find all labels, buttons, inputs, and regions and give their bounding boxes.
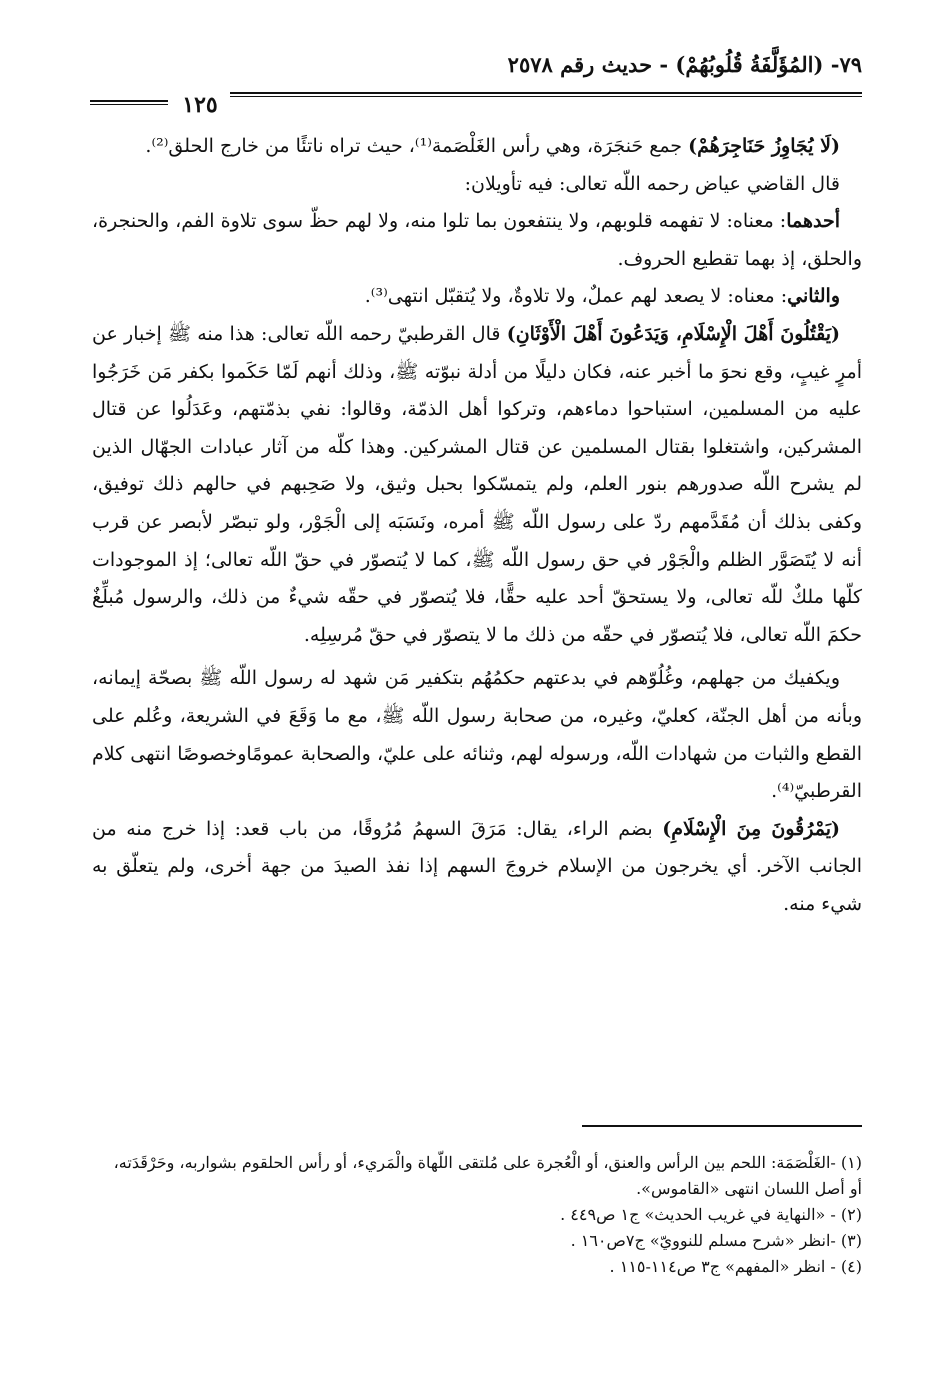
footnote-rule	[582, 1125, 862, 1127]
paragraph-5-text: قال القرطبيّ رحمه اللّه تعالى: هذا منه ﷺ إخبار عن أمرٍ غيبٍ، وقع نحوَ ما أخبر عنه، فكان دليلًا من أدلة نبوّته ﷺ، وذلك أنهم لَمّا حَكَموا بكفر مَن خَرَجُوا عليه من المسلمين، استباحوا دماءهم، وتركوا أهل الذمّة، وقالوا: نفي بذمّتهم، وعَدَلُوا عن قتال المشركين، واشتغلوا بقتال المسلمين عن قتال المشركين. وهذا كلّه من آثار عبادات الجهّال الذين لم يشرح اللّه صدورهم بنور العلم، ولم يتمسّكوا بحبل وثيق، ولا صَحِبهم في حالهم ذلك توفيق، وكفى بذلك أن مُقَدَّمهم ردّ على رسول اللّه ﷺ أمره، ونَسَبَه إلى الْجَوْر، ولو تبصّر لأبصر عن قرب أنه لا يُتَصَوَّر الظلم والْجَوْر في حق رسول اللّه ﷺ، كما لا يُتصوّر في حقّ اللّه تعالى؛ إذ الموجودات كلّها ملكٌ للّه تعالى، ولا يستحقّ أحد عليه حقًّا، فلا يُتصوّر في حقّه شيءٌ من ذلك، والرسول مُبلِّغٌ حكمَ اللّه تعالى، فلا يُتصوّر في حقّه من ذلك ما لا يتصوّر في حقّ مُرسِلِه.	[92, 322, 862, 646]
footnote-4: (٤) - انظر «المفهم» ج٣ ص١١٤-١١٥ .	[609, 1257, 862, 1276]
paragraph-5	[92, 316, 862, 654]
paragraph-4-text: : معناه: لا يصعد لهم عملٌ، ولا تلاوةٌ، ولا يُتقبّل انتهى⁽³⁾.	[364, 285, 788, 308]
main-text	[92, 128, 862, 923]
footnotes	[100, 1150, 862, 1280]
paragraph-7-text: بضم الراء، يقال: مَرَقَ السهمُ مُرُوقًا، من باب قعد: إذا خرج منه من الجانب الآخر. أي يخرجون من الإسلام خروجَ السهم إذا نفذ الصيدَ من جهة أخرى، ولم يتعلّق به شيء منه.	[92, 817, 862, 915]
paragraph-5-lead: (يَقْتُلُونَ أَهْلَ الْإِسْلَامِ، وَيَدَعُونَ أَهْلَ الْأَوْثَانِ)	[506, 322, 840, 345]
paragraph-1-text: جمع حَنجَرَة، وهي رأس الغَلْصَمة⁽¹⁾، حيث تراه ناتئًا من خارج الحلق⁽²⁾.	[145, 135, 689, 157]
paragraph-6-text: ويكفيك من جهلهم، وغُلُوّهم في بدعتهم حكمُهُم بتكفير مَن شهد له رسول اللّه ﷺ بصحّة إيمانه، وبأنه من أهل الجنّة، كعليّ، وغيره، من صحابة رسول اللّه ﷺ، مع ما وَقَعَ في الشريعة، وعُلم على القطع والثبات من شهادات اللّه، ورسوله لهم، وثنائه على عليّ، والصحابة عمومًاوخصوصًا انتهى كلام القرطبيّ⁽⁴⁾.	[92, 667, 862, 803]
paragraph-2	[92, 166, 862, 204]
footnote-2: (٢) - «النهاية في غريب الحديث» ج١ ص٤٤٩ .	[560, 1205, 862, 1224]
paragraph-2-text: قال القاضي عياض رحمه اللّه تعالى: فيه تأويلان:	[464, 172, 840, 195]
paragraph-4	[92, 278, 862, 316]
paragraph-3-lead: أحدهما	[786, 210, 840, 233]
paragraph-1-lead: (لَا يُجَاوِزُ حَنَاجِرَهُمْ)	[688, 135, 840, 157]
header-rule-left	[90, 100, 168, 105]
paragraph-3	[92, 203, 862, 278]
paragraph-7	[92, 811, 862, 924]
footnote-3: (٣) -انظر «شرح مسلم للنوويّ» ج٧ص١٦٠ .	[570, 1231, 862, 1250]
footnote-1: (١) -الغَلْصَمَة: اللحم بين الرأس والعنق، أو الْعُجرة على مُلتقى اللّهاة والْمَريء، أو رأس الحلقوم بشواربه، وحَرْقَدَته، أو أصل اللسان انتهى «القاموس».	[113, 1153, 862, 1198]
header-rule	[230, 92, 862, 97]
paragraph-1	[92, 128, 862, 166]
paragraph-4-lead: والثاني	[787, 285, 840, 308]
page-number: ١٢٥	[182, 92, 218, 118]
paragraph-7-lead: (يَمْرُقُونَ مِنَ الْإِسْلَامِ)	[662, 817, 840, 840]
running-header: ٧٩- (المُؤَلَّفَةُ قُلُوبُهُمْ) - حديث رقم ٢٥٧٨	[507, 52, 862, 77]
paragraph-3-text: : معناه: لا تفهمه قلوبهم، ولا ينتفعون بما تلوا منه، ولا لهم حظّ سوى تلاوة الفم، والحنجرة، والحلق، إذ بهما تقطيع الحروف.	[92, 210, 862, 270]
paragraph-6	[92, 660, 862, 810]
